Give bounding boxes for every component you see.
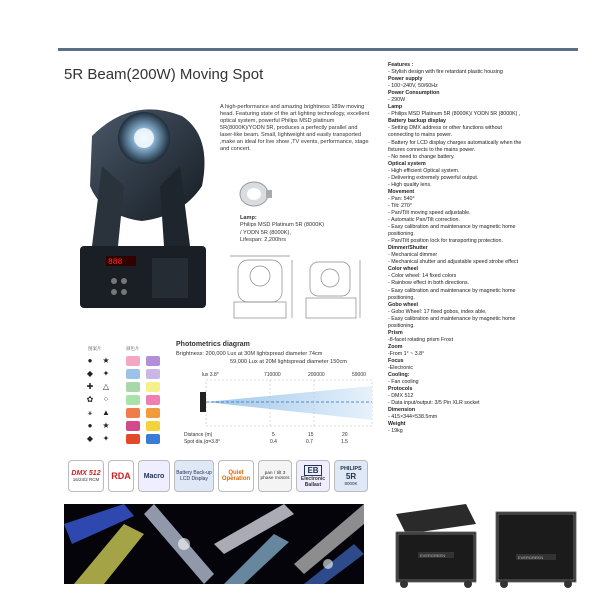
product-description: A high-performance and amazing brightness 189w moving head. Featuring state of the art lighting technology, excellent optical system, powerful Philips MSD platinum 5R(8000K)/YODN 5R, produces a perfectly parallel and laser-like beam. Small, lightweight and easily transported ,make an ideal for live show ,TV events, performance, stage and concert.	[220, 104, 370, 152]
rda-label: RDA	[111, 471, 131, 481]
ballast-badge	[296, 460, 330, 492]
gobo-icon: ✿	[86, 395, 94, 404]
color-swatch	[126, 434, 140, 444]
distance-2: 15	[308, 432, 314, 438]
feature-heading: Features :	[388, 62, 414, 68]
lamp-lifespan: Lifespan: 2,200hrs	[240, 237, 287, 244]
feature-heading: Prism	[388, 329, 403, 336]
feature-item: connecting to mains power.	[388, 132, 453, 139]
feature-item: - 415×344×538.5mm	[388, 414, 438, 421]
battery-badge	[174, 460, 214, 492]
gobo-icon: ⚹	[87, 408, 93, 417]
feature-heading: Movement	[388, 188, 415, 195]
feature-item: - 19kg	[388, 428, 403, 435]
macro-label: Macro	[143, 472, 165, 480]
feature-heading: Lamp	[388, 104, 403, 111]
lux-value-3: 59000	[352, 372, 366, 378]
feature-heading: Optical system	[388, 160, 426, 167]
feature-heading: Color wheel	[388, 266, 419, 273]
feature-item: -Electronic	[388, 365, 414, 372]
feature-item: - High quality lens.	[388, 181, 432, 188]
feature-heading: Zoom	[388, 343, 403, 350]
feature-heading: Dimmer/Shutter	[388, 245, 428, 252]
feature-item: - Easy calibration and maintenance by magnetic home	[388, 287, 516, 294]
spot-label: Spot dia.(α=3.8°	[184, 439, 221, 445]
philips-badge	[334, 460, 368, 492]
pan-tilt-badge	[258, 460, 292, 492]
svg-text:888: 888	[108, 258, 123, 267]
feature-item: -8-facet rotating prism Frost	[388, 336, 454, 343]
feature-heading: Weight	[388, 421, 406, 428]
feature-item: fixtures connects to the mains power.	[388, 146, 476, 153]
feature-heading: Power supply	[388, 76, 423, 83]
color-swatch	[126, 421, 140, 431]
top-divider	[58, 48, 578, 51]
gobo-icon: ★	[102, 421, 110, 430]
lamp-line-1: Philips MSD Platinum 5R (8000K)	[240, 222, 324, 229]
lamp-spec	[240, 215, 380, 245]
gobo-icon: ⁘	[102, 395, 110, 404]
gobo-icon: ▲	[102, 408, 110, 417]
quiet-label: Quiet Operation	[221, 470, 251, 482]
feature-item: -From 1° ~ 3.8°	[388, 350, 425, 357]
distance-1: 5	[272, 432, 275, 438]
battery-label: Battery Back-up LCD Display	[176, 470, 212, 482]
lamp-line-2: / YODN 5R (8000K),	[240, 229, 291, 236]
gobo-icon: ✚	[86, 382, 94, 391]
feature-item: - 290W	[388, 97, 406, 104]
color-swatch	[126, 382, 140, 392]
color-swatch	[126, 395, 140, 405]
color-swatch	[146, 382, 160, 392]
gobo-icon: ●	[87, 421, 93, 430]
photometrics-line-2: 59,000 Lux at 20M lightspread diameter 150cm	[230, 359, 347, 365]
color-swatch	[146, 434, 160, 444]
feature-heading: Dimension	[388, 407, 416, 414]
feature-heading: Power Consumption	[388, 90, 440, 97]
gobo-icon: ◆	[86, 434, 94, 443]
case-2-brand: EVERGREEN	[518, 555, 544, 560]
gobo-icon: ✦	[102, 369, 110, 378]
dmx-sub: 16/24/2 RCM	[72, 477, 100, 482]
electronic-label: Electronic Ballast	[300, 475, 326, 488]
feature-item: - No need to change battery.	[388, 153, 455, 160]
lux-value-1: 710000	[264, 372, 281, 378]
philips-5r: 5R	[345, 472, 357, 481]
feature-item: - Easy calibration and maintenance by magnetic home	[388, 224, 516, 231]
feature-item: positioning.	[388, 294, 415, 301]
gobo-icon: ✦	[102, 434, 110, 443]
feature-item: - 100~240V, 50/60Hz	[388, 83, 438, 90]
feature-item: - Tilt: 270°	[388, 202, 412, 209]
dmx-label: DMX 512	[71, 470, 101, 477]
feature-item: - Rainbow effect in both directions.	[388, 280, 470, 287]
feature-heading: Focus	[388, 357, 404, 364]
quiet-badge	[218, 460, 254, 492]
color-swatch	[126, 369, 140, 379]
feature-heading: Battery backup display	[388, 118, 446, 125]
feature-item: - Pan: 540°	[388, 195, 415, 202]
lux-value-2: 200000	[308, 372, 325, 378]
color-swatch	[146, 421, 160, 431]
color-swatch	[126, 408, 140, 418]
features-list	[388, 62, 586, 435]
gobo-header: 图案片	[88, 346, 102, 351]
dmx-badge	[68, 460, 104, 492]
feature-item: - Data input/output: 3/5 Pin XLR socket	[388, 400, 480, 407]
feature-item: - Stylish design with fire retardant plastic housing	[388, 69, 503, 76]
gobo-color-chart	[82, 348, 172, 448]
feature-item: - Automatic Pan/Tilt correction.	[388, 217, 460, 224]
case-1-brand: EVERGREEN	[420, 553, 446, 558]
distance-3: 20	[342, 432, 348, 438]
feature-item: positioning.	[388, 322, 415, 329]
feature-item: - Color wheel: 14 fixed colors	[388, 273, 457, 280]
rda-badge	[108, 460, 134, 492]
feature-item: - Pan/Tilt position lock for transporting protection.	[388, 238, 503, 245]
philips-label: PHILIPS	[340, 466, 362, 472]
feature-item: - High efficient Optical system.	[388, 167, 460, 174]
feature-item: - Gobo Wheel: 17 fixed gobos, index able,	[388, 308, 487, 315]
feature-item: positioning.	[388, 231, 415, 238]
color-swatch	[146, 408, 160, 418]
spot-3: 1.5	[341, 439, 348, 445]
feature-item: - Philips MSD Platinum 5R (8000K)/ YODN 5R (8000K) ,	[388, 111, 521, 118]
feature-badges	[68, 460, 368, 494]
feature-item: - Setting DMX address or other functions without	[388, 125, 502, 132]
distance-label: Distance (m)	[184, 432, 213, 438]
feature-item: - Delivering extremely powerful output.	[388, 174, 479, 181]
photometrics-title: Photometrics diagram	[176, 341, 250, 348]
eb-label: EB	[304, 465, 321, 476]
page-title: 5R Beam(200W) Moving Spot	[64, 66, 264, 83]
lamp-label: Lamp:	[240, 215, 257, 221]
gobo-icon: ●	[87, 356, 93, 365]
feature-item: - Easy calibration and maintenance by magnetic home	[388, 315, 516, 322]
philips-k: 8000K	[344, 481, 358, 486]
feature-item: - Battery for LCD display charges automatically when the	[388, 139, 522, 146]
spot-2: 0.7	[306, 439, 313, 445]
feature-heading: Protocols	[388, 386, 413, 393]
feature-item: - Mechanical shutter and adjustable speed strobe effect	[388, 259, 519, 266]
beam-effects-photo	[64, 504, 364, 584]
macro-badge	[138, 460, 170, 492]
gobo-icon: ◆	[86, 369, 94, 378]
flight-cases-image	[386, 494, 586, 590]
color-header: 颜色片	[126, 346, 140, 351]
color-swatch	[146, 356, 160, 366]
lamp-image	[236, 180, 274, 210]
feature-item: - Mechanical dimmer	[388, 252, 438, 259]
lux-label: lux 3.8°	[202, 372, 219, 378]
photometrics-diagram	[176, 368, 376, 454]
feature-item: - DMX 512	[388, 393, 414, 400]
color-swatch	[126, 356, 140, 366]
color-swatch	[146, 395, 160, 405]
color-swatch	[146, 369, 160, 379]
pan-tilt-label: pan / tilt 3 phase motors	[260, 471, 290, 481]
dimension-drawings	[230, 250, 380, 326]
moving-head-image	[62, 96, 222, 312]
gobo-icon: △	[102, 382, 110, 391]
photometrics-line-1: Brightness: 200,000 Lux at 30M lightspread diameter 74cm	[176, 351, 323, 357]
feature-item: - Fan cooling	[388, 379, 419, 386]
gobo-icon: ★	[102, 356, 110, 365]
feature-heading: Gobo wheel	[388, 301, 419, 308]
feature-item: - Pan/Tilt moving speed adjustable.	[388, 209, 471, 216]
spot-1: 0.4	[270, 439, 277, 445]
feature-heading: Cooling:	[388, 372, 410, 379]
